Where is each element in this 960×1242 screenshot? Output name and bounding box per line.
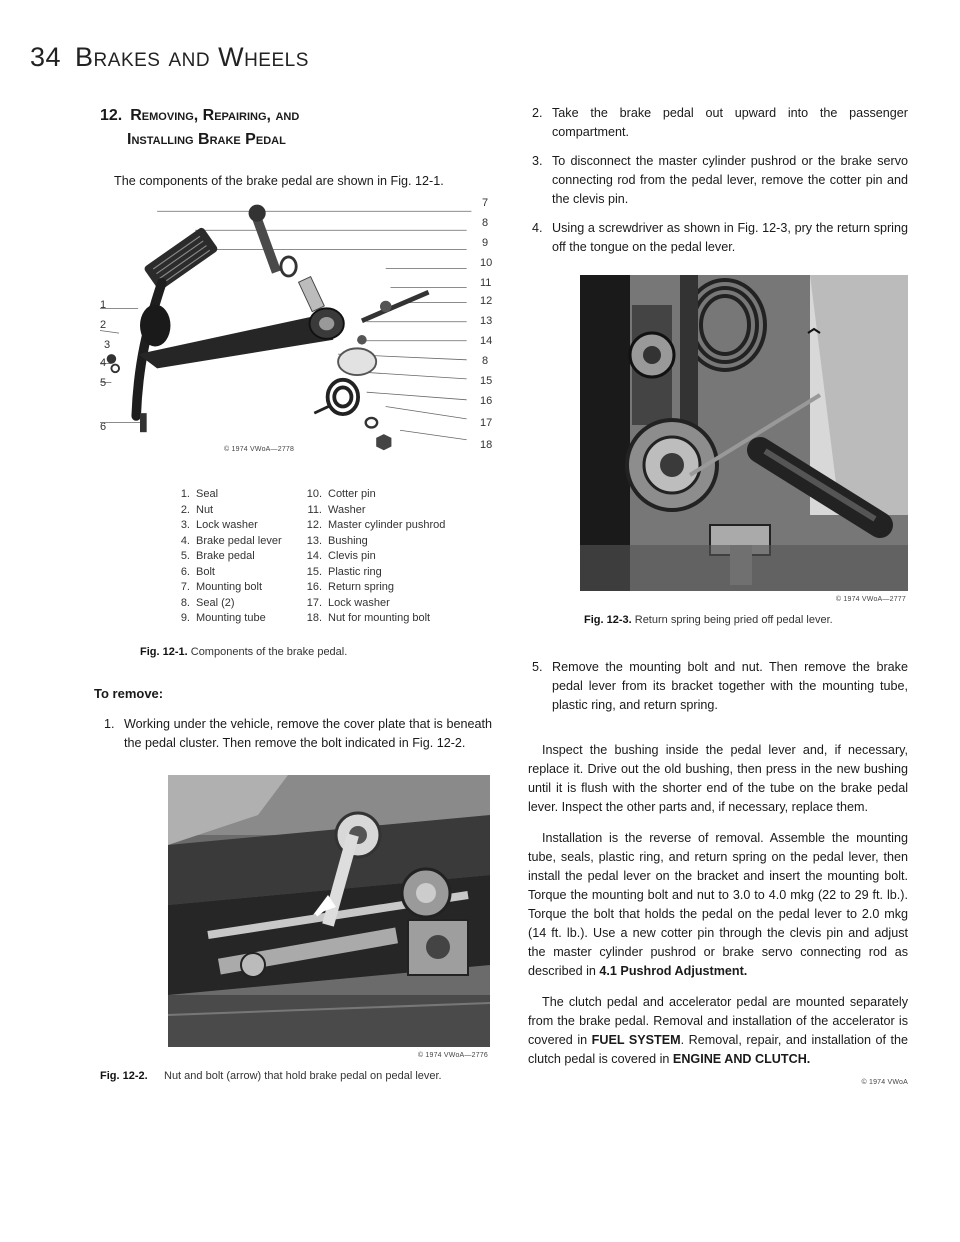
fig2-caption-label: Fig. 12-2.: [100, 1069, 148, 1082]
page-header: [30, 42, 309, 73]
left-column: [94, 104, 493, 1084]
list-item: 1. Seal: [180, 488, 219, 500]
fig1-caption: [140, 645, 492, 660]
removal-steps-final: [528, 658, 908, 715]
callout-15: 15: [480, 375, 493, 387]
pushrod-adjustment-ref: 4.1 Pushrod Adjustment.: [599, 964, 748, 978]
callout-16: 16: [480, 395, 493, 407]
list-item: 18. Nut for mounting bolt: [306, 612, 431, 624]
section-title-line1: Removing, Repairing, and: [130, 107, 300, 124]
list-item: 8. Seal (2): [180, 596, 235, 609]
callout-12: 12: [480, 295, 493, 307]
callout-11: 11: [480, 277, 492, 289]
figure-12-3: [580, 275, 908, 603]
fig2-copyright: © 1974 VWoA—2776: [417, 1051, 488, 1059]
figure-12-1: [0, 195, 493, 477]
parts-list-column-2: [304, 487, 445, 627]
page-number: 34: [30, 42, 62, 72]
intro-paragraph: The components of the brake pedal are shown in Fig. 12-1.: [114, 174, 444, 188]
install-paragraph: [528, 829, 908, 981]
list-item: 16. Return spring: [306, 581, 395, 593]
list-item: 4. Brake pedal lever: [180, 534, 282, 547]
callout-2: 2: [100, 319, 107, 331]
removal-steps-right: [528, 104, 908, 257]
clutch-text-b: . Removal, repair, and installation of the clutch pedal is covered in: [528, 1033, 909, 1066]
list-item: 3. To disconnect the master cylinder pushrod or the brake servo connecting rod from the pedal lever, remove the cotter pin and the clevis pin.: [532, 154, 908, 206]
fig1-copyright: © 1974 VWoA—2778: [224, 446, 295, 453]
list-item: 3. Lock washer: [180, 519, 258, 531]
list-item: 4. Using a screwdriver as shown in Fig. 12-3, pry the return spring off the tongue on the pedal lever.: [532, 221, 908, 254]
photo-return-spring: [580, 275, 908, 591]
list-item: 15. Plastic ring: [306, 565, 382, 578]
callout-4: 4: [100, 357, 107, 369]
section-title-line2: Installing Brake Pedal: [127, 131, 286, 148]
inspect-paragraph: Inspect the bushing inside the pedal lever and, if necessary, replace it. Drive out the old bushing, then press in the new bushing until it is flush with the shorter end of the tube on the brake pedal lever. Inspect the other parts and, if necessary, replace them.: [528, 743, 908, 814]
list-item: 6. Bolt: [180, 565, 215, 578]
list-item: 5. Remove the mounting bolt and nut. Then remove the brake pedal lever from its bracket together with the mounting tube, plastic ring, and return spring.: [532, 660, 908, 712]
callout-8b: 8: [482, 355, 489, 367]
parts-list-column-1: [172, 487, 304, 627]
callout-10: 10: [480, 257, 493, 269]
parts-list: [172, 487, 492, 627]
list-item: 12. Master cylinder pushrod: [306, 519, 446, 531]
callout-1: 1: [100, 299, 107, 311]
right-column: [528, 104, 908, 1086]
exploded-brake-pedal-diagram: [100, 195, 500, 477]
fig3-copyright: © 1974 VWoA—2777: [835, 596, 906, 603]
list-item: 7. Mounting bolt: [180, 581, 263, 593]
fuel-system-ref: FUEL SYSTEM: [591, 1033, 681, 1047]
list-item: 13. Bushing: [306, 534, 368, 547]
callout-17: 17: [480, 417, 493, 429]
clutch-paragraph: [528, 993, 908, 1069]
fig2-caption: [100, 1069, 492, 1084]
callout-9: 9: [482, 237, 489, 249]
fig1-caption-text: Components of the brake pedal.: [190, 645, 348, 658]
remove-heading: To remove:: [94, 685, 164, 701]
list-item: 9. Mounting tube: [180, 612, 266, 624]
list-item: 5. Brake pedal: [180, 550, 255, 562]
footer-copyright: © 1974 VWoA: [861, 1079, 908, 1086]
chapter-title: Brakes and Wheels: [75, 42, 309, 72]
list-item: 10. Cotter pin: [306, 488, 376, 500]
figure-12-2: [168, 775, 490, 1059]
fig1-caption-label: Fig. 12-1.: [140, 645, 188, 658]
engine-clutch-ref: ENGINE AND CLUTCH.: [672, 1052, 811, 1066]
list-item: 14. Clevis pin: [306, 550, 376, 562]
callout-6: 6: [100, 421, 107, 433]
photo-pedal-underside: [168, 775, 490, 1047]
fig3-caption: [584, 613, 908, 628]
list-item: 2. Nut: [180, 503, 214, 516]
brake-pedal-pad: [143, 226, 219, 291]
callout-18: 18: [480, 439, 493, 451]
callout-8a: 8: [482, 217, 489, 229]
list-item: 17. Lock washer: [306, 596, 390, 609]
callout-13: 13: [480, 315, 493, 327]
list-item: 11. Washer: [307, 503, 366, 516]
fig3-caption-label: Fig. 12-3.: [584, 614, 632, 626]
list-item: 2. Take the brake pedal out upward into the passenger compartment.: [532, 106, 908, 139]
section-title: [100, 104, 492, 152]
fig3-caption-text: Return spring being pried off pedal lever.: [634, 614, 833, 626]
callout-5: 5: [100, 377, 107, 389]
section-number: 12.: [100, 107, 123, 124]
callout-7: 7: [482, 197, 489, 209]
fig2-caption-text: Nut and bolt (arrow) that hold brake pedal on pedal lever.: [164, 1069, 442, 1082]
removal-steps-left: [100, 715, 492, 753]
callout-14: 14: [480, 335, 493, 347]
install-text: Installation is the reverse of removal. Assemble the mounting tube, seals, plastic ring, and return spring on the pedal lever, then install the pedal lever on the bracket and insert the mounting bolt. Torque the mounting bolt and nut to 3.0 to 4.0 mkg (22 to 29 ft. lb.). Torque the bolt that holds the pedal on the pedal lever to 2.0 mkg (14 ft. lb.). Use a new cotter pin through the clevis pin and adjust the master cylinder pushrod or brake servo connecting rod as described in: [528, 831, 908, 978]
callout-3: 3: [104, 339, 111, 351]
list-item: 1. Working under the vehicle, remove the cover plate that is beneath the pedal cluster. Then remove the bolt indicated in Fig. 12-2.: [104, 716, 492, 750]
clutch-text-a: The clutch pedal and accelerator pedal are mounted separately from the brake pedal. Removal and installation of the accelerator is covered in: [528, 995, 908, 1047]
